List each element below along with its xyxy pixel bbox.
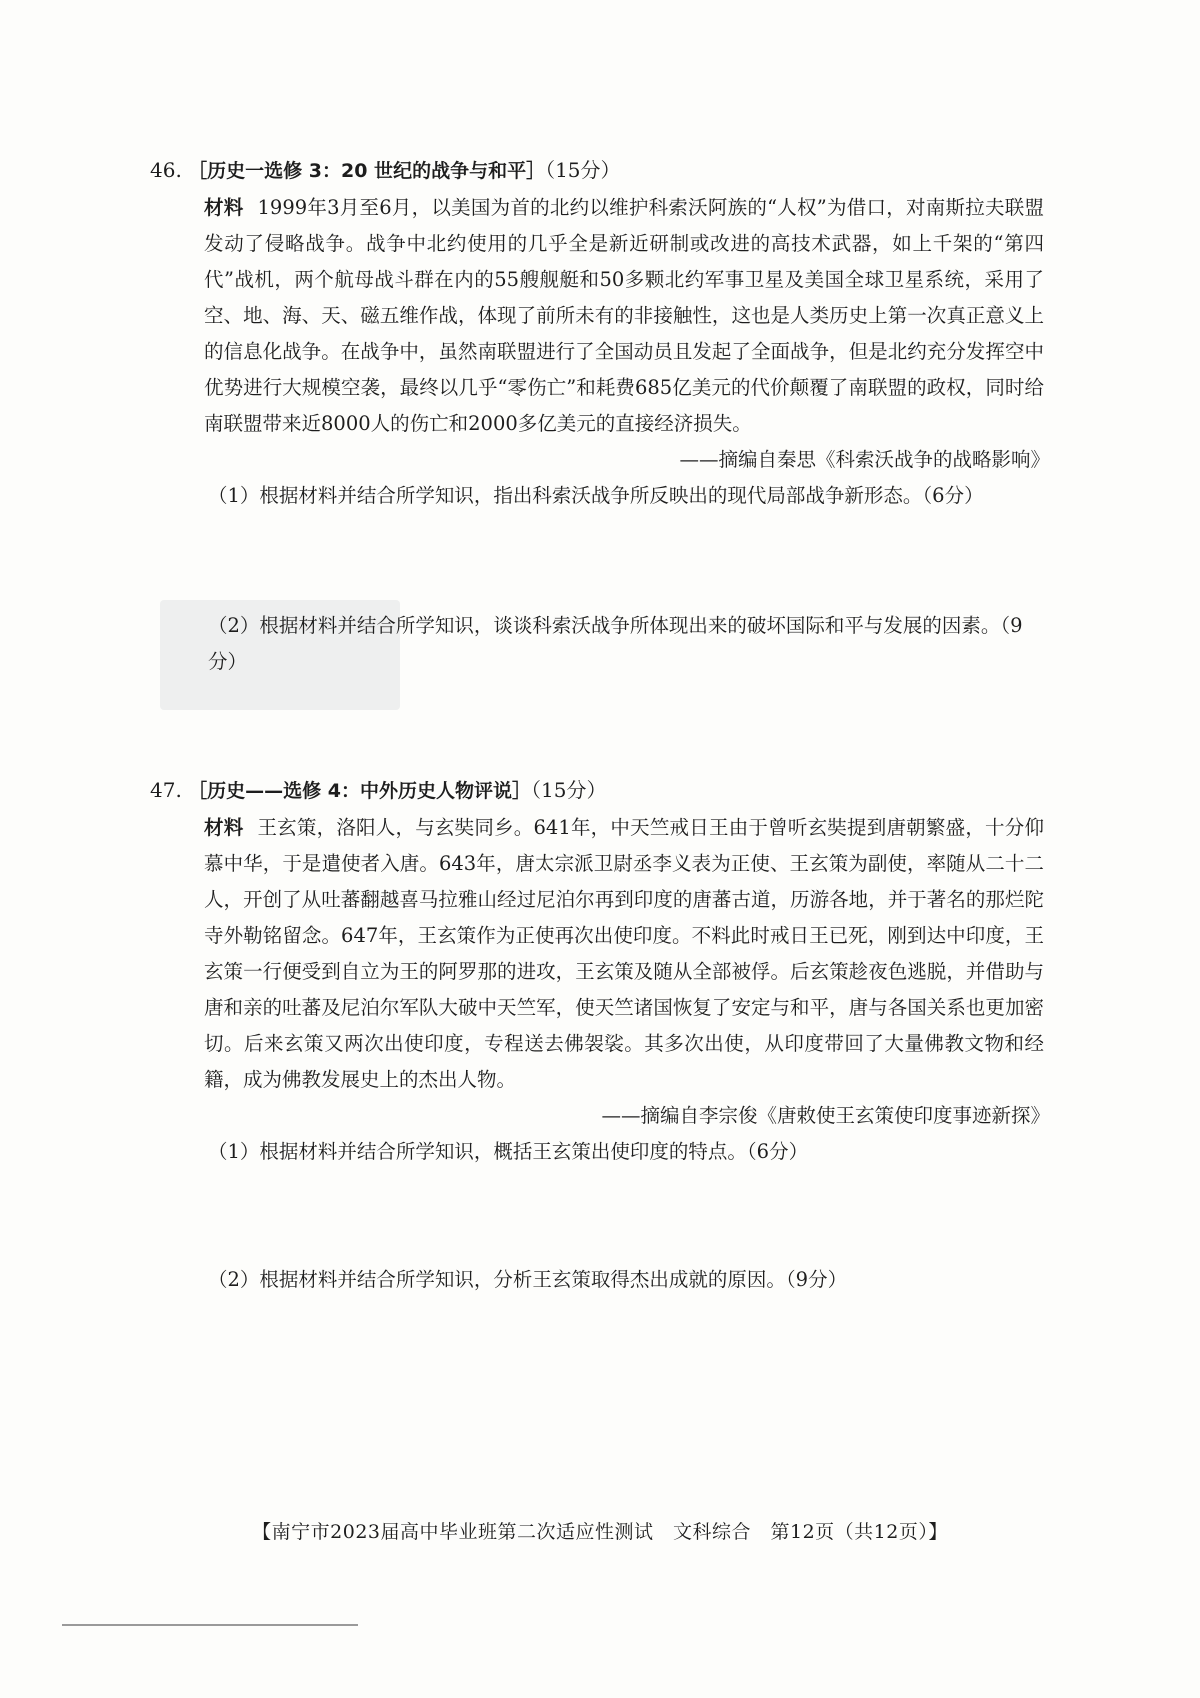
question-points: （15分）: [545, 158, 621, 182]
question-points: （15分）: [531, 778, 607, 802]
question-title: ［历史——选修 4：中外历史人物评说］: [188, 780, 532, 802]
question-number: 47.: [150, 778, 182, 802]
question-heading: [150, 155, 1050, 186]
sub-question-2: （2）根据材料并结合所学知识，谈谈科索沃战争所体现出来的破坏国际和平与发展的因素。（9分）: [208, 614, 1023, 673]
question-title: ［历史一选修 3：20 世纪的战争与和平］: [188, 160, 546, 182]
question-46: [150, 155, 1050, 680]
question-47: [150, 775, 1050, 1298]
question-heading: [150, 775, 1050, 806]
material-label: 材料: [204, 196, 244, 219]
footer-rule: [62, 1624, 358, 1626]
material-text: 1999年3月至6月，以美国为首的北约以维护科索沃阿族的“人权”为借口，对南斯拉夫联盟发动了侵略战争。战争中北约使用的几乎全是新近研制或改进的高技术武器，如上千架的“第四代”战机，两个航母战斗群在内的55艘舰艇和50多颗北约军事卫星及美国全球卫星系统，采用了空、地、海、天、磁五维作战，体现了前所未有的非接触性，这也是人类历史上第一次真正意义上的信息化战争。在战争中，虽然南联盟进行了全国动员且发起了全面战争，但是北约充分发挥空中优势进行大规模空袭，最终以几乎“零伤亡”和耗费685亿美元的代价颠覆了南联盟的政权，同时给南联盟带来近8000人的伤亡和2000多亿美元的直接经济损失。: [204, 196, 1044, 435]
sub-question-1: （1）根据材料并结合所学知识，指出科索沃战争所反映出的现代局部战争新形态。（6分）: [208, 484, 984, 507]
material-text: 王玄策，洛阳人，与玄奘同乡。641年，中天竺戒日王由于曾听玄奘提到唐朝繁盛，十分仰慕中华，于是遣使者入唐。643年，唐太宗派卫尉丞李义表为正使、王玄策为副使，率随从二十二人，开创了从吐蕃翻越喜马拉雅山经过尼泊尔再到印度的唐蕃古道，历游各地，并于著名的那烂陀寺外勒铭留念。647年，王玄策作为正使再次出使印度。不料此时戒日王已死，刚到达中印度，王玄策一行便受到自立为王的阿罗那的进攻，王玄策及随从全部被俘。后玄策趁夜色逃脱，并借助与唐和亲的吐蕃及尼泊尔军队大破中天竺军，使天竺诸国恢复了安定与和平，唐与各国关系也更加密切。后来玄策又两次出使印度，专程送去佛袈裟。其多次出使，从印度带回了大量佛教文物和经籍，成为佛教发展史上的杰出人物。: [204, 816, 1044, 1091]
material-source: ——摘编自李宗俊《唐敕使王玄策使印度事迹新探》: [601, 1104, 1050, 1127]
material-label: 材料: [204, 816, 244, 839]
material-passage: [204, 810, 1044, 1098]
page-footer: 【南宁市2023届高中毕业班第二次适应性测试 文科综合 第12页（共12页）】: [252, 1521, 948, 1543]
question-number: 46.: [150, 158, 182, 182]
sub-question-1: （1）根据材料并结合所学知识，概括王玄策出使印度的特点。（6分）: [208, 1140, 809, 1163]
material-passage: [204, 190, 1044, 442]
material-source: ——摘编自秦思《科索沃战争的战略影响》: [679, 448, 1050, 471]
sub-question-2: （2）根据材料并结合所学知识，分析王玄策取得杰出成就的原因。（9分）: [208, 1268, 848, 1291]
